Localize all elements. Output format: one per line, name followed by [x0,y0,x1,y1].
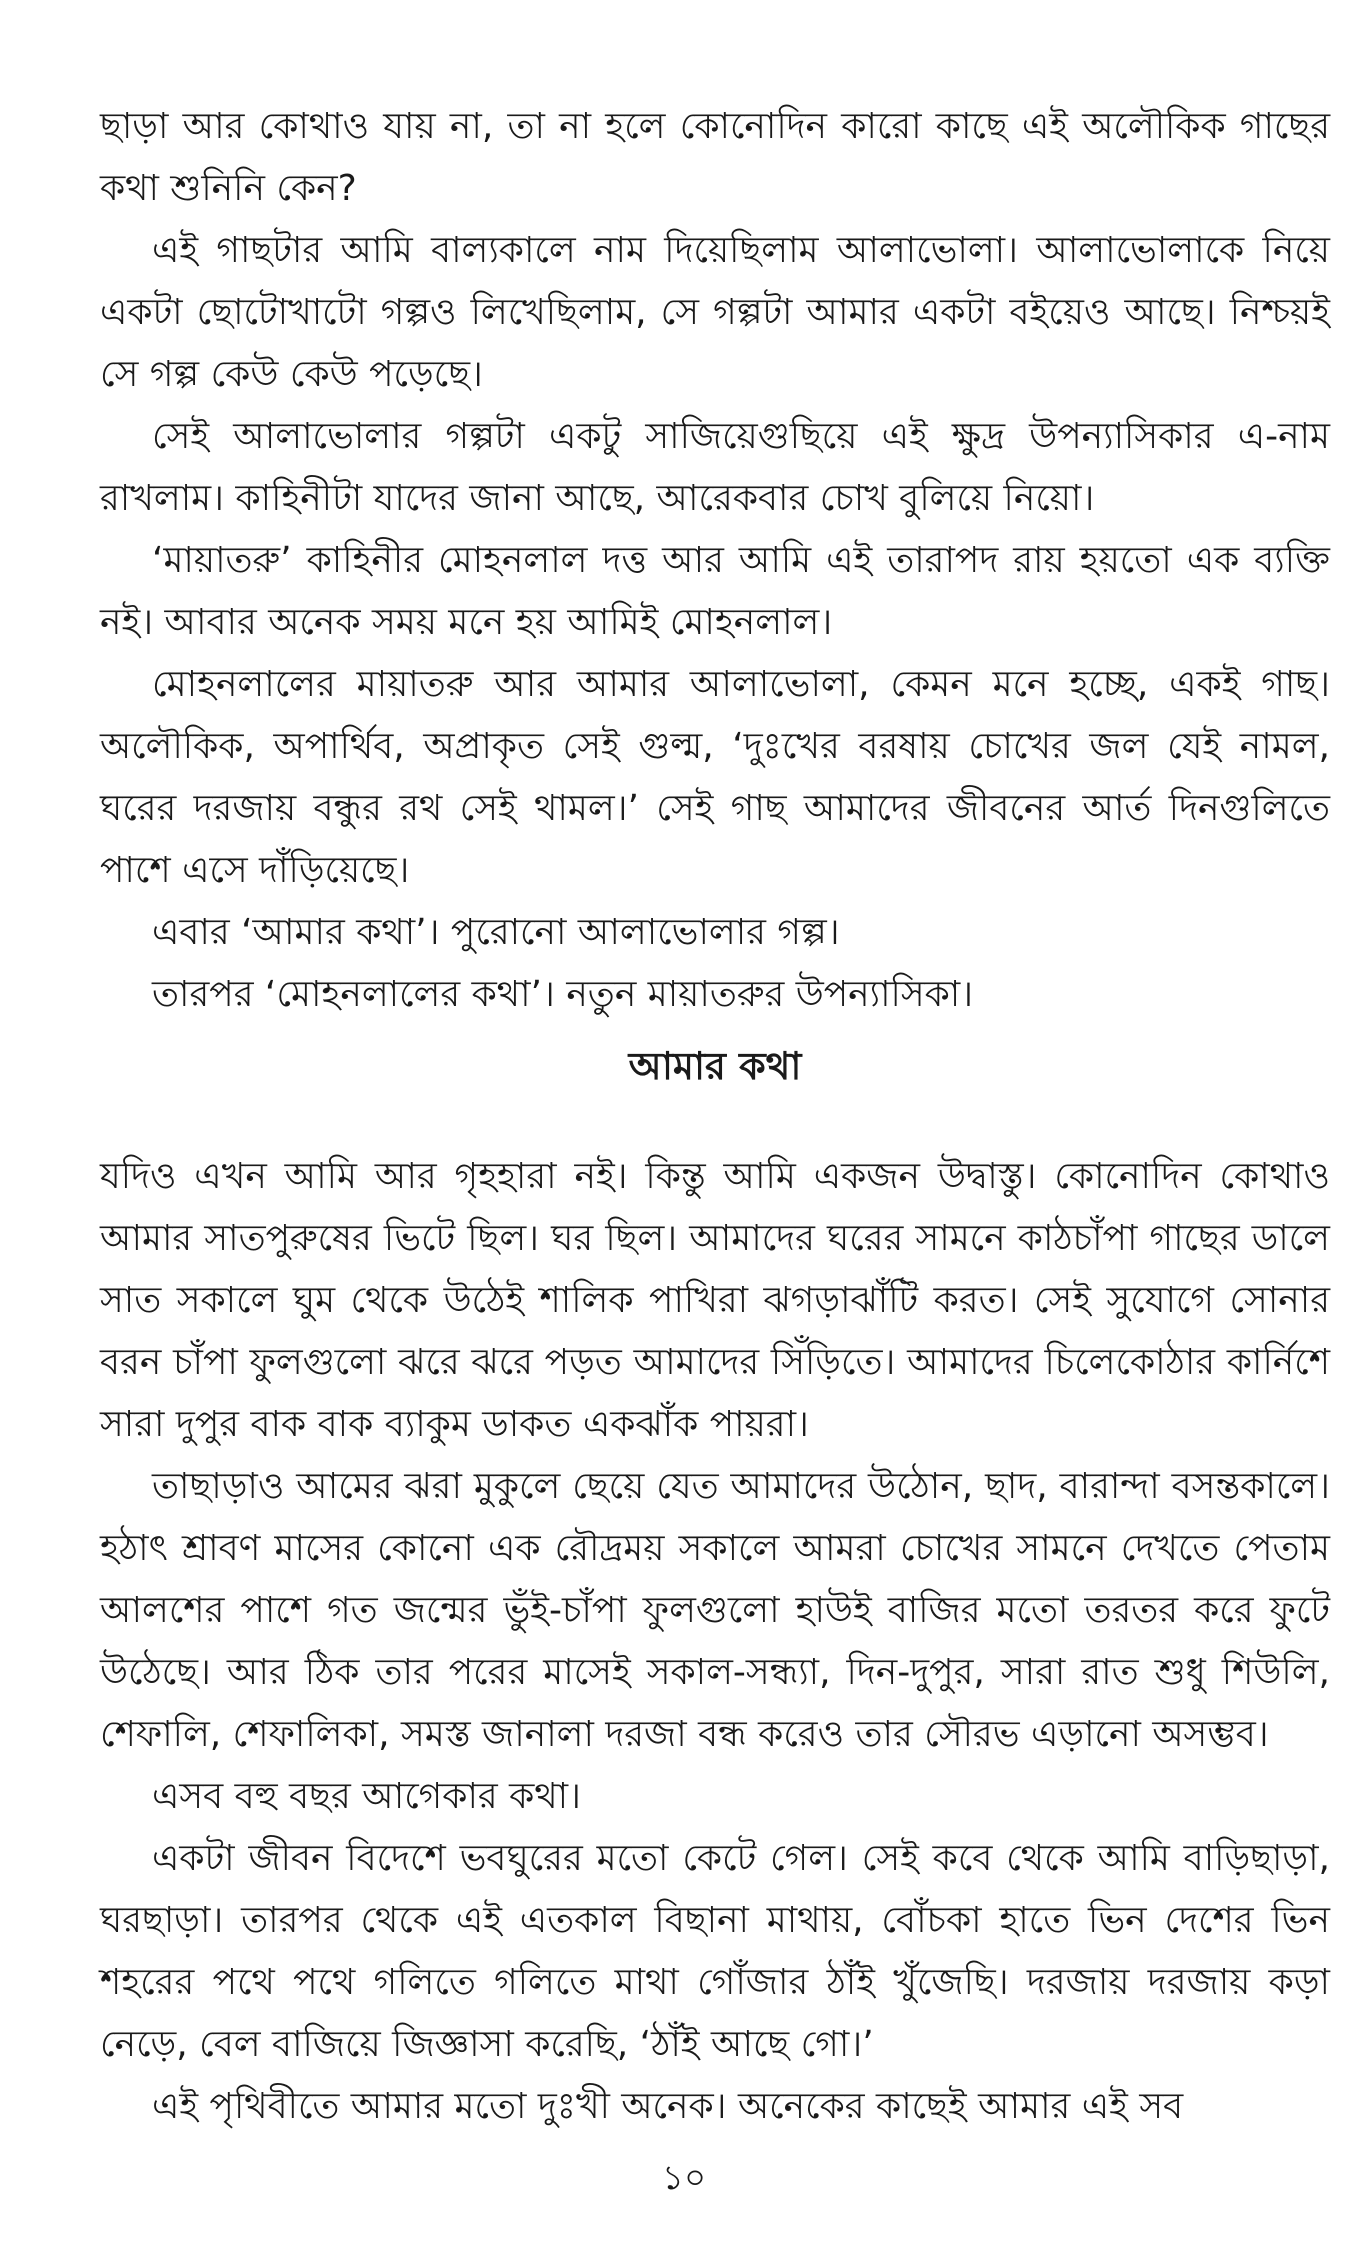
paragraph: এবার ‘আমার কথা’। পুরোনো আলাভোলার গল্প। [152,912,840,953]
paragraph: এই পৃথিবীতে আমার মতো দুঃখী অনেক। অনেকের কাছেই আমার এই সব [152,2086,1184,2127]
paragraph: একটা জীবন বিদেশে ভবঘুরের মতো কেটে গেল। সেই কবে থেকে আমি বাড়িছাড়া, ঘরছাড়া। তারপর থেকে এই এতকাল বিছানা মাথায়, বোঁচকা হাতে ভিন দেশের ভিন শহরের পথে পথে গলিতে গলিতে মাথা গোঁজার ঠাঁই খুঁজেছি। দরজায় দরজায় কড়া নেড়ে, বেল বাজিয়ে জিজ্ঞাসা করেছি, ‘ঠাঁই আছে গো।’ [100,1838,1330,2065]
paragraph: এই গাছটার আমি বাল্যকালে নাম দিয়েছিলাম আলাভোলা। আলাভোলাকে নিয়ে একটা ছোটোখাটো গল্পও লিখেছিলাম, সে গল্পটা আমার একটা বইয়েও আছে। নিশ্চয়ই সে গল্প কেউ কেউ পড়েছে। [100,230,1330,395]
paragraph: তাছাড়াও আমের ঝরা মুকুলে ছেয়ে যেত আমাদের উঠোন, ছাদ, বারান্দা বসন্তকালে। হঠাৎ শ্রাবণ মাসের কোনো এক রৌদ্রময় সকালে আমরা চোখের সামনে দেখতে পেতাম আলশের পাশে গত জন্মের ভুঁই-চাঁপা ফুলগুলো হাউই বাজির মতো তরতর করে ফুটে উঠেছে। আর ঠিক তার পরের মাসেই সকাল-সন্ধ্যা, দিন-দুপুর, সারা রাত শুধু শিউলি, শেফালি, শেফালিকা, সমস্ত জানালা দরজা বন্ধ করেও তার সৌরভ এড়ানো অসম্ভব। [100,1466,1330,1755]
paragraph: তারপর ‘মোহনলালের কথা’। নতুন মায়াতরুর উপন্যাসিকা। [152,974,974,1015]
paragraph: যদিও এখন আমি আর গৃহহারা নই। কিন্তু আমি একজন উদ্বাস্তু। কোনোদিন কোথাও আমার সাতপুরুষের ভিটে ছিল। ঘর ছিল। আমাদের ঘরের সামনে কাঠচাঁপা গাছের ডালে সাত সকালে ঘুম থেকে উঠেই শালিক পাখিরা ঝগড়াঝাঁটি করত। সেই সুযোগে সোনার বরন চাঁপা ফুলগুলো ঝরে ঝরে পড়ত আমাদের সিঁড়িতে। আমাদের চিলেকোঠার কার্নিশে সারা দুপুর বাক বাক ব্যাকুম ডাকত একঝাঁক পায়রা। [100,1156,1330,1445]
paragraph: এসব বহু বছর আগেকার কথা। [152,1776,581,1817]
paragraph: ছাড়া আর কোথাও যায় না, তা না হলে কোনোদিন কারো কাছে এই অলৌকিক গাছের কথা শুনিনি কেন? [100,106,1330,209]
section-title: আমার কথা [628,1044,802,1088]
top-text-block [100,96,1330,1026]
paragraph: মোহনলালের মায়াতরু আর আমার আলাভোলা, কেমন মনে হচ্ছে, একই গাছ। অলৌকিক, অপার্থিব, অপ্রাকৃত সেই গুল্ম, ‘দুঃখের বরষায় চোখের জল যেই নামল, ঘরের দরজায় বন্ধুর রথ সেই থামল।’ সেই গাছ আমাদের জীবনের আর্ত দিনগুলিতে পাশে এসে দাঁড়িয়েছে। [100,664,1330,891]
paragraph: ‘মায়াতরু’ কাহিনীর মোহনলাল দত্ত আর আমি এই তারাপদ রায় হয়তো এক ব্যক্তি নই। আবার অনেক সময় মনে হয় আমিই মোহনলাল। [100,540,1330,643]
bottom-text-block [100,1146,1330,2138]
page-number: ১০ [661,2158,707,2198]
paragraph: সেই আলাভোলার গল্পটা একটু সাজিয়েগুছিয়ে এই ক্ষুদ্র উপন্যাসিকার এ-নাম রাখলাম। কাহিনীটা যাদের জানা আছে, আরেকবার চোখ বুলিয়ে নিয়ো। [100,416,1330,519]
